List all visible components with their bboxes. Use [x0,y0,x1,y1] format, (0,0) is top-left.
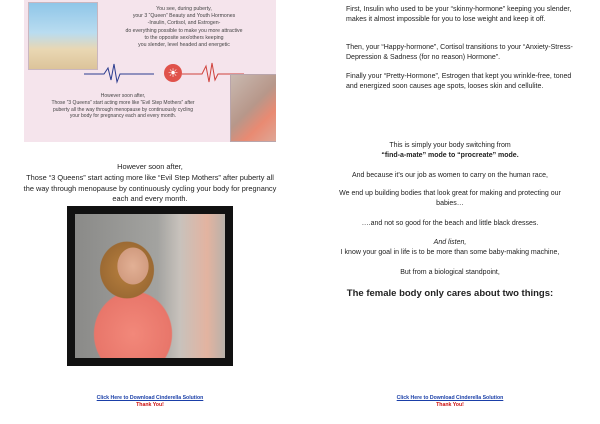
beach-text: ….and not so good for the beach and little black dresses. [361,220,539,227]
left-caption [20,162,280,205]
know-goal-text: I know your goal in life is to be more than some baby-making machine, [340,248,560,256]
hormone-banner-image [24,0,276,142]
right-footer [350,395,550,408]
left-footer [50,395,250,408]
switch-line-1: This is simply your body switching from [389,142,511,149]
switch-text [330,141,570,160]
headline: The female body only cares about two things: [346,288,554,299]
caption-line: the way through menopause by continuously cycling your body for pregnancy [23,183,277,193]
paragraph-cortisol: Then, your “Happy-hormone”, Cortisol transitions to your “Anxiety-Stress-Depression & Sadness (for no reason) Hormone”. [346,44,573,61]
banner-line: -Insulin, Cortisol, and Estrogen- [147,20,221,27]
thank-you-text: Thank You! [436,401,464,408]
download-link[interactable]: Click Here to Download Cinderella Solution [396,395,504,401]
human-race-text: And because it’s our job as women to carry on the human race, [352,172,548,179]
banner-line: do everything possible to make you more attractive [125,27,243,34]
bio-text: But from a biological standpoint, [400,269,500,276]
woman-mirror-photo-small [230,74,276,142]
banner-line: to the opposite sex/others keeping [144,34,224,41]
bodies-text: We end up building bodies that look great for making and protecting our babies… [339,190,561,207]
paragraph-insulin: First, Insulin who used to be your “skinny-hormone” keeping you slender, makes it almost impossible for you to lose weight and keep it off. [346,6,572,23]
banner-line: your 3 “Queen” Beauty and Youth Hormones [132,13,236,20]
paragraph-estrogen: Finally your “Pretty-Hormone”, Estrogen that kept you wrinkle-free, toned and energized soon causes age spots, looses skin and cellulite. [346,73,572,90]
banner-line: your body for pregnancy each and every month. [69,113,177,120]
right-page [300,0,600,424]
banner-text-bottom [30,93,216,120]
thank-you-text: Thank You! [136,401,164,408]
banner-line: Those “3 Queens” start acting more like “Evil Step Mothers” after [51,99,195,106]
sun-icon: ☀ [164,64,182,82]
caption-line: each and every month. [112,194,188,204]
and-listen-block [330,238,570,257]
switch-line-2: “find-a-mate” mode to “procreate” mode. [381,151,519,159]
caption-line: However soon after, [117,162,183,171]
caption-line: Those “3 Queens” start acting more like “Evil Step Mothers” after puberty all [26,172,274,182]
banner-text [96,6,272,49]
banner-line: You see, during puberty, [156,6,212,12]
banner-line: puberty all the way through menopause by continuously cycling [52,106,194,113]
woman-mirror-photo-image [75,214,225,358]
download-link[interactable]: Click Here to Download Cinderella Solution [96,395,204,401]
banner-line: you slender, level headed and energetic [138,42,230,49]
banner-line: However soon after, [100,93,146,99]
woman-mirror-photo [67,206,233,366]
and-listen-text: And listen, [433,239,467,246]
